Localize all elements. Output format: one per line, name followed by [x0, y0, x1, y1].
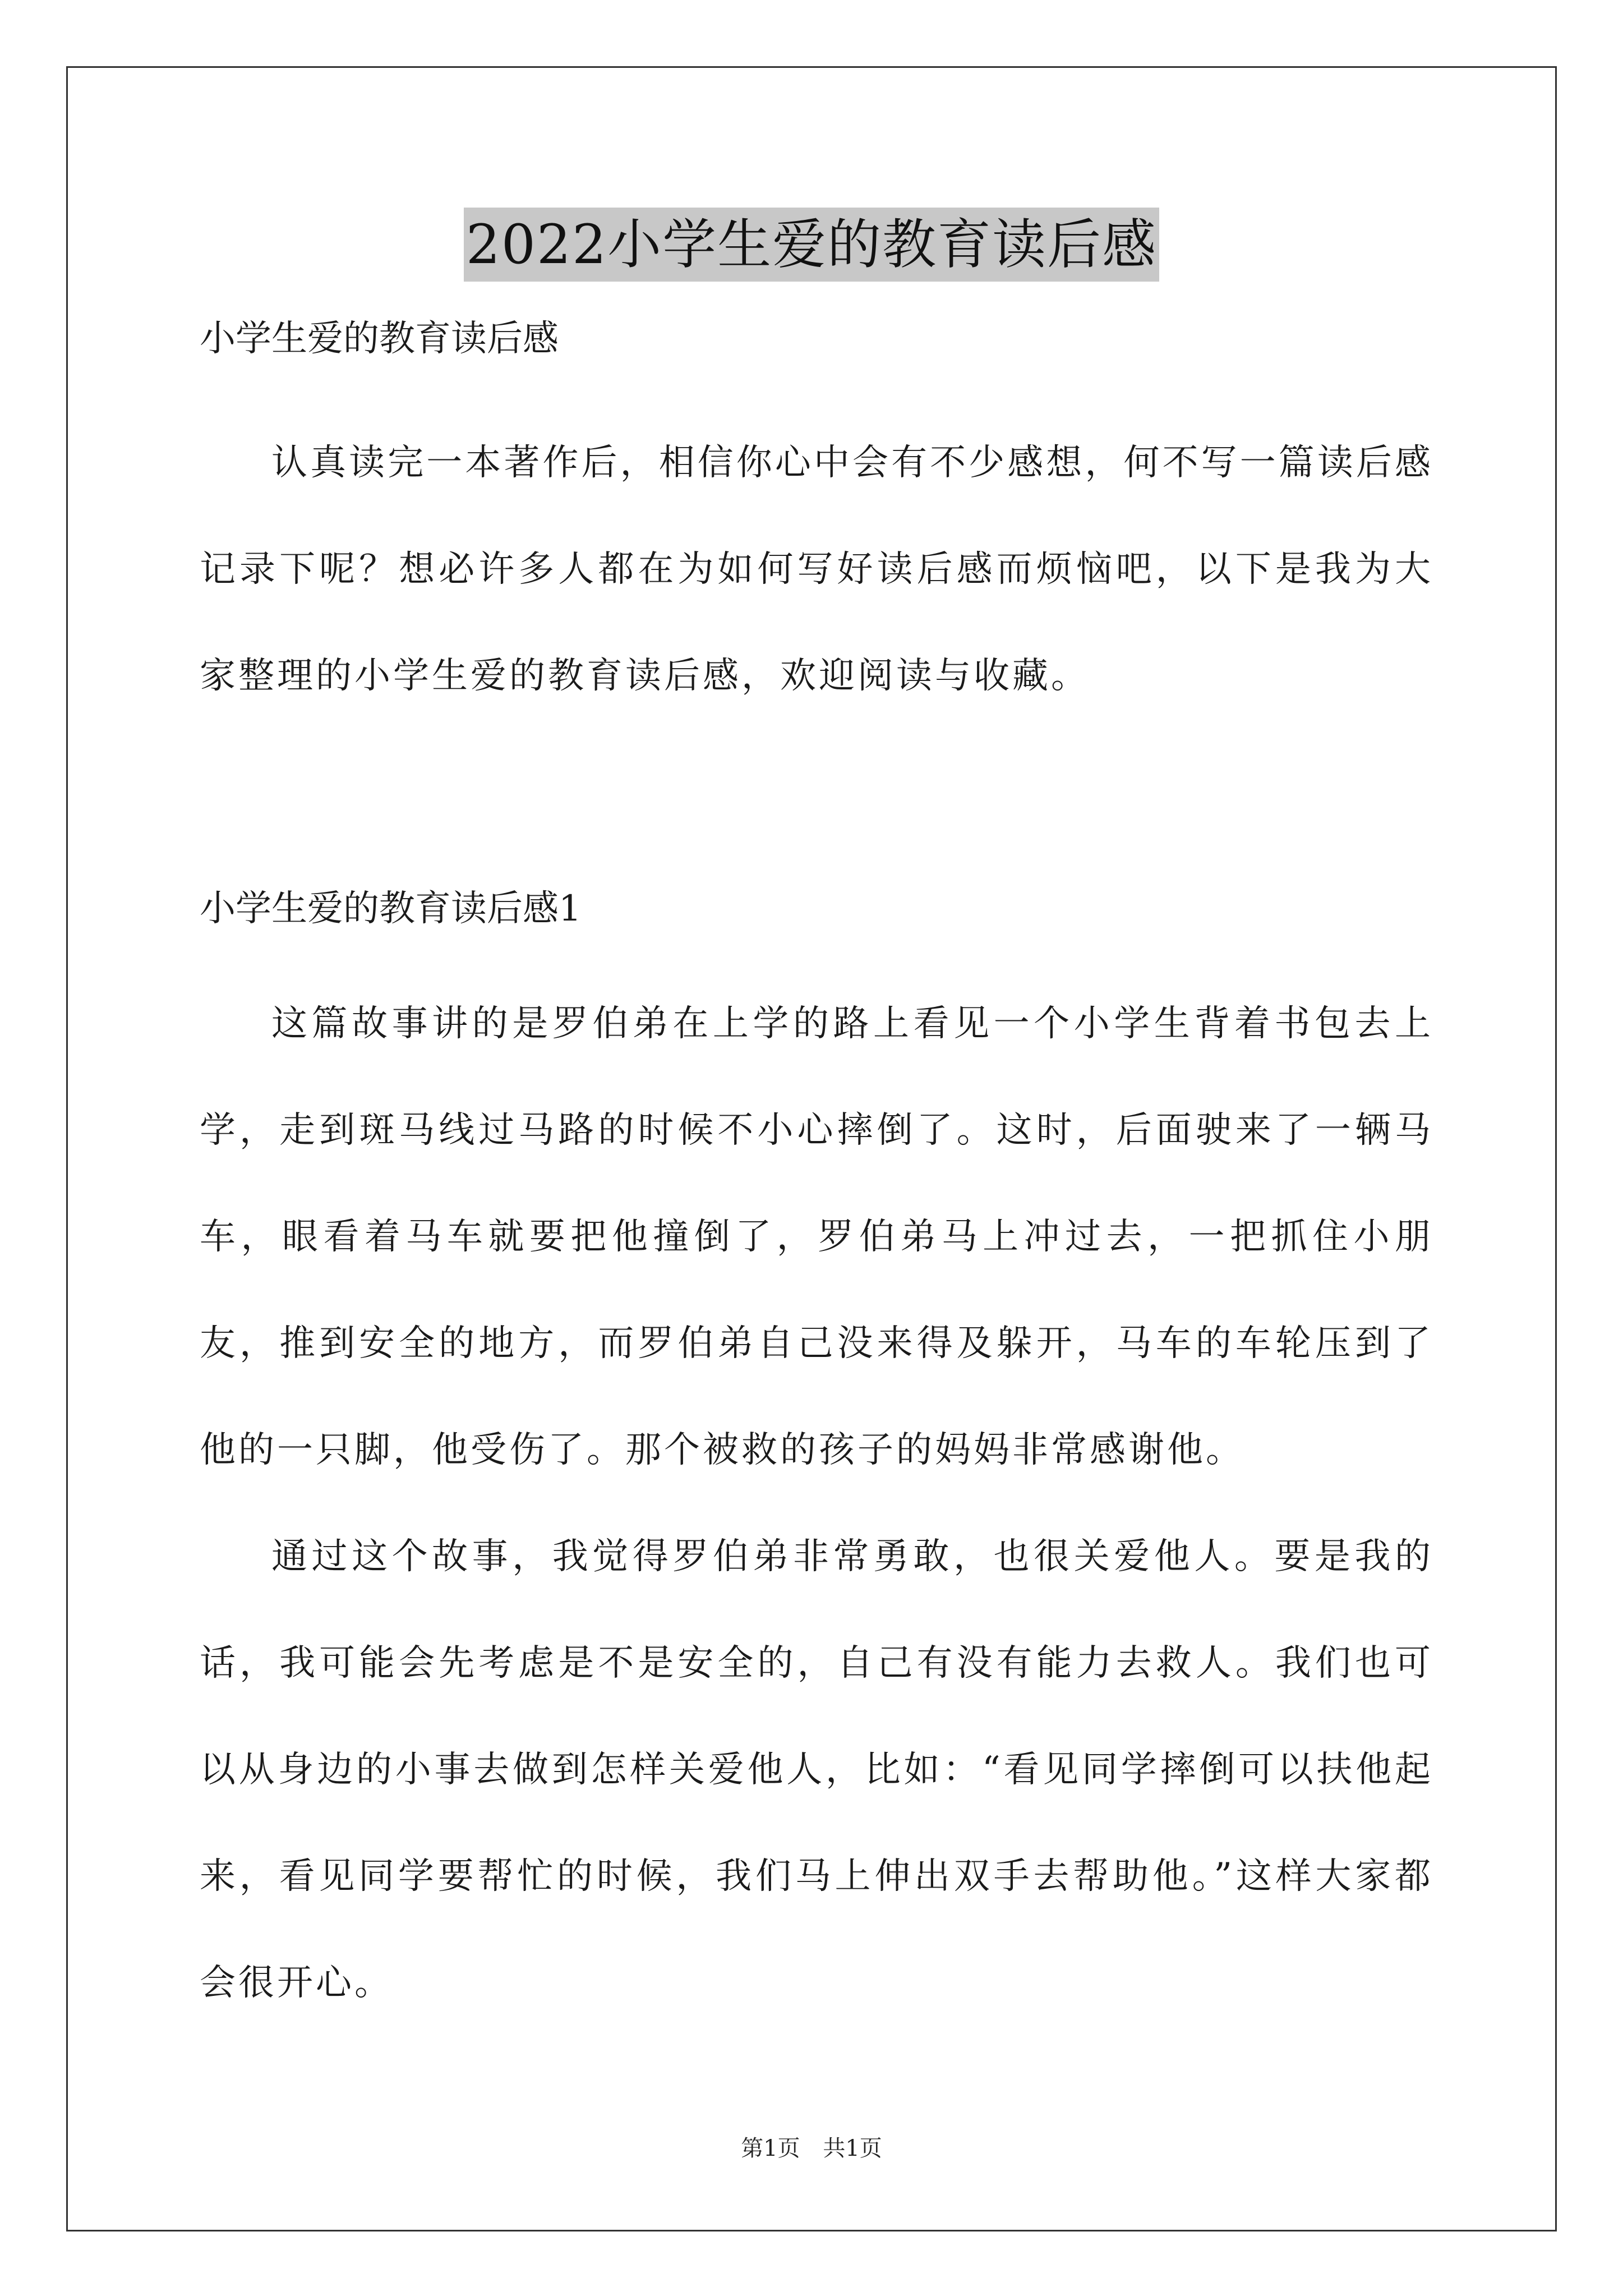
reflection-paragraph: 通过这个故事，我觉得罗伯弟非常勇敢，也很关爱他人。要是我的话，我可能会先考虑是不是安全的，自己有没有能力去救人。我们也可以从身边的小事去做到怎样关爱他人，比如：“看见同学摔倒可以扶他起来，看见同学要帮忙的时候，我们马上伸出双手去帮助他。”这样大家都会很开心。 — [200, 1536, 1433, 2004]
document-title: 2022小学生爱的教育读后感 — [464, 208, 1159, 282]
section-heading: 小学生爱的教育读后感1 — [200, 888, 582, 930]
intro-paragraph: 认真读完一本著作后，相信你心中会有不少感想，何不写一篇读后感记录下呢？想必许多人都在为如何写好读后感而烦恼吧，以下是我为大家整理的小学生爱的教育读后感，欢迎阅读与收藏。 — [200, 442, 1433, 697]
page-footer — [0, 2131, 1623, 2162]
page-number: 第1页 — [741, 2136, 800, 2161]
document-subtitle: 小学生爱的教育读后感 — [200, 318, 559, 360]
page-total: 共1页 — [823, 2136, 882, 2161]
title-container — [0, 208, 1623, 282]
story-paragraph: 这篇故事讲的是罗伯弟在上学的路上看见一个小学生背着书包去上学，走到斑马线过马路的时候不小心摔倒了。这时，后面驶来了一辆马车，眼看着马车就要把他撞倒了，罗伯弟马上冲过去，一把抓住小朋友，推到安全的地方，而罗伯弟自己没来得及躲开，马车的车轮压到了他的一只脚，他受伤了。那个被救的孩子的妈妈非常感谢他。 — [200, 1003, 1433, 1471]
